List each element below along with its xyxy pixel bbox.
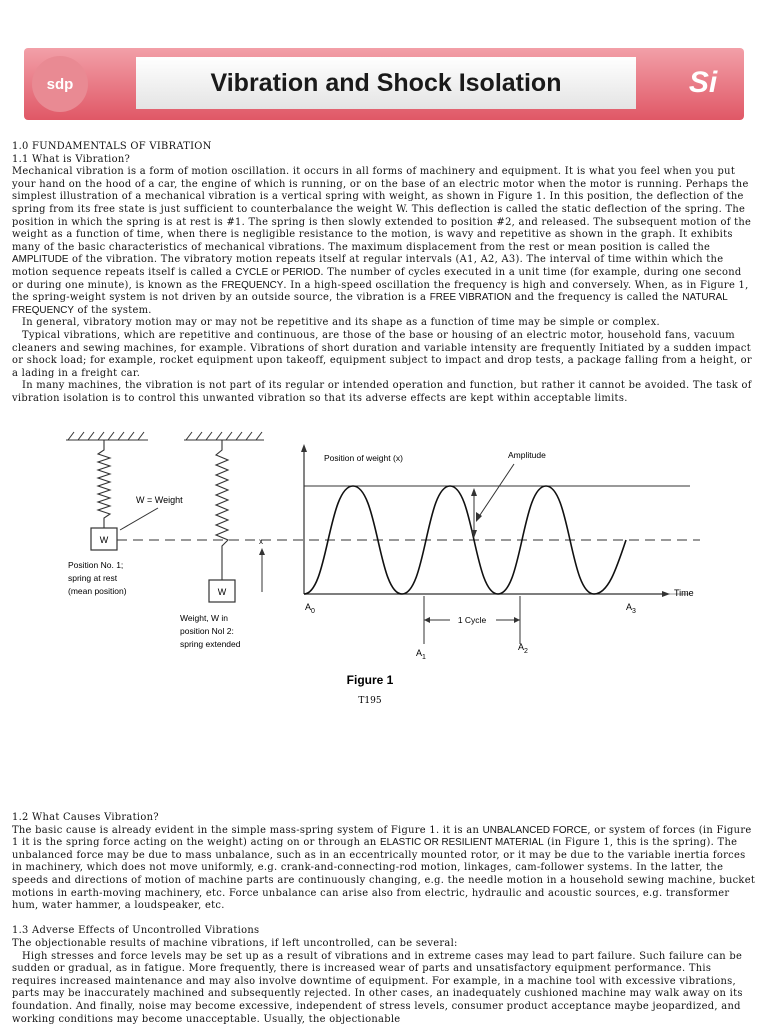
ceiling-hatch-1: [66, 432, 148, 440]
weight-label: W = Weight: [136, 495, 183, 505]
section-fundamentals: [12, 141, 756, 405]
a3-label: $A_3$: [626, 602, 636, 615]
banner-title-panel: [136, 57, 636, 109]
header-banner: [24, 48, 744, 120]
position-1-line2: spring at rest: [68, 573, 118, 583]
subsection-heading: 1.1 What is Vibration?: [12, 153, 131, 165]
cycle-arrowhead-left: [424, 617, 430, 623]
weight-box-1-label: W: [99, 535, 109, 545]
text-run: of the vibration. The vibratory motion repeats itself at regular intervals (A1, A2, A3). The interval of time within which the motion sequence repeats itself is called a: [12, 254, 724, 278]
section-heading: 1.2 What Causes Vibration?: [12, 812, 159, 823]
paragraph: High stresses and force levels may be set up as a result of vibrations and in extreme cases may lead to part failure. Such failure can be sudden or gradual, as in fatigue. More frequently, there is increased wear of parts and unsatisfactory equipment performance. This requires increased maintenance and may also involve downtime of equipment. For example, in a machine tool with excessive vibrations, parts may be inaccurately machined and subsequently rejected. In other cases, an inadequately cushioned machine may walk away on its foundation. And finally, noise may become excessive, independent of stress levels, consumer product acceptance maybe jeopardized, and working conditions may become unacceptable. Usually, the objectionable: [12, 950, 743, 1025]
spacer: [12, 913, 756, 926]
amplitude-arrowhead-up: [471, 488, 477, 496]
a0-label: $A_0$: [305, 602, 315, 615]
term-cycle: CYCLE or PERIOD: [235, 266, 321, 278]
text-run: . In a high-speed oscillation the frequency is high and conversely. When, as in Figure 1, the spring-weight system is not driven by an outside source, the vibration is a: [12, 279, 749, 304]
spring-extended: [216, 440, 228, 580]
cycle-arrowhead-right: [514, 617, 520, 623]
text-run: Mechanical vibration is a form of motion oscillation. it occurs in all forms of machinery and equipment. It is what you feel when you put your hand on the hood of a car, the engine of which is running, or on the base of an electric motor when the motor is running. Perhaps the simplest illustration of a mechanical vibration is a vertical spring with weight, as shown in Figure 1. In this position, the deflection of the spring from its free state is just sufficient to counterbalance the weight W. This deflection is called the static deflection of the spring. The position in which the spring is at rest is #1. The spring is then slowly extended to position #2, and released. The subsequent motion of the weight as a function of time, when there is negligible resistance to the motion, is wavy and repetitive as shown in the graph. It exhibits many of the basic characteristics of mechanical vibrations. The maximum displacement from the rest or mean position is called the: [12, 166, 752, 253]
si-logo-text: Si: [688, 66, 718, 99]
figure-code: T195: [358, 696, 382, 706]
figure-caption: Figure 1: [346, 673, 394, 687]
sdp-logo-text: sdp: [46, 75, 74, 93]
sine-wave: [304, 486, 626, 594]
term-elastic-material: ELASTIC OR RESILIENT MATERIAL: [379, 837, 544, 849]
term-frequency: FREQUENCY: [221, 279, 284, 291]
a2-label: $A_2$: [518, 642, 528, 655]
si-logo: [676, 61, 730, 105]
section-causes-and-effects: [12, 812, 756, 1026]
term-unbalanced-force: UNBALANCED FORCE: [482, 824, 588, 836]
amplitude-pointer: [478, 464, 514, 518]
page-title: Vibration and Shock Isolation: [210, 68, 562, 97]
a1-label: $A_1$: [416, 648, 426, 661]
text-run: of the system.: [74, 304, 152, 316]
position-1-line1: Position No. 1;: [68, 560, 124, 570]
term-natural-frequency: NATURAL FREQUENCY: [12, 292, 728, 316]
term-amplitude: AMPLITUDE: [12, 254, 69, 266]
displacement-arrowhead: [259, 548, 265, 555]
spring-at-rest: [98, 440, 110, 528]
weight-box-2-label: W: [217, 587, 227, 597]
text-run: and the frequency is called the: [511, 292, 683, 304]
text-run: . The number of cycles executed in a unit time (for example, during one second or during one minute), is known as the: [12, 266, 742, 291]
position-2-line1: Weight, W in: [180, 613, 229, 623]
text-run: , or system of forces (in Figure 1 it is the spring force acting on the weight) acting on or through an: [12, 824, 752, 849]
section-heading: 1.0 FUNDAMENTALS OF VIBRATION: [12, 141, 212, 152]
graph-ylabel: Position of weight (x): [324, 453, 403, 463]
time-label: Time: [674, 588, 694, 598]
paragraph: Typical vibrations, which are repetitive and continuous, are those of the base or housing of an electric motor, household fans, vacuum cleaners and sewing machines, for example. Vibrations of short duration and variable intensity are frequently Initiated by a sudden impact or shock load; for example, rocket equipment upon takeoff, equipment subject to impact and drop tests, a package falling from a height, or a lading in a freight car.: [12, 329, 752, 379]
position-2-line2: position Nol 2:: [180, 626, 234, 636]
term-free-vibration: FREE VIBRATION: [429, 292, 512, 304]
figure-1-drawing: [60, 430, 720, 710]
ceiling-hatch-2: [184, 432, 264, 440]
section-heading: 1.3 Adverse Effects of Uncontrolled Vibrations: [12, 925, 260, 937]
paragraph: [12, 825, 756, 913]
paragraph: In many machines, the vibration is not part of its regular or intended operation and function, but rather it cannot be avoided. The task of vibration isolation is to control this unwanted vibration so that its adverse effects are kept within acceptable limits.: [12, 380, 752, 404]
weight-pointer: [120, 508, 158, 530]
paragraph: The objectionable results of machine vibrations, if left uncontrolled, can be several:: [12, 937, 458, 949]
paragraph: In general, vibratory motion may or may not be repetitive and its shape as a function of time may be simple or complex.: [22, 317, 660, 329]
cycle-label: 1 Cycle: [457, 615, 487, 625]
sdp-logo: [32, 56, 88, 112]
text-run: The basic cause is already evident in the simple mass-spring system of Figure 1. it is an: [12, 824, 483, 836]
paragraph: [12, 166, 756, 317]
amplitude-label: Amplitude: [508, 450, 546, 460]
position-2-line3: spring extended: [180, 639, 241, 649]
position-1-line3: (mean position): [68, 586, 127, 596]
graph-y-arrowhead: [301, 444, 307, 452]
figure-1: [60, 430, 720, 710]
text-run: (in Figure 1, this is the spring). The unbalanced force may be due to mass unbalance, such as in an eccentrically mounted rotor, or it may be due to the variable inertia forces in machinery, which does not move uniformly, e.g. crank-and-connecting-rod motion, linkages, cam-follower systems. In the latter, the speeds and directions of motion of machine parts are continuously changing, e.g. the needle motion in a household sewing machine, bucket motions in earth-moving machinery, etc. Force unbalance can arise also from electric, hydraulic and acoustic sources, e.g. transformer hum, water hammer, a loudspeaker, etc.: [12, 837, 756, 912]
displacement-x-label: x: [259, 537, 263, 546]
